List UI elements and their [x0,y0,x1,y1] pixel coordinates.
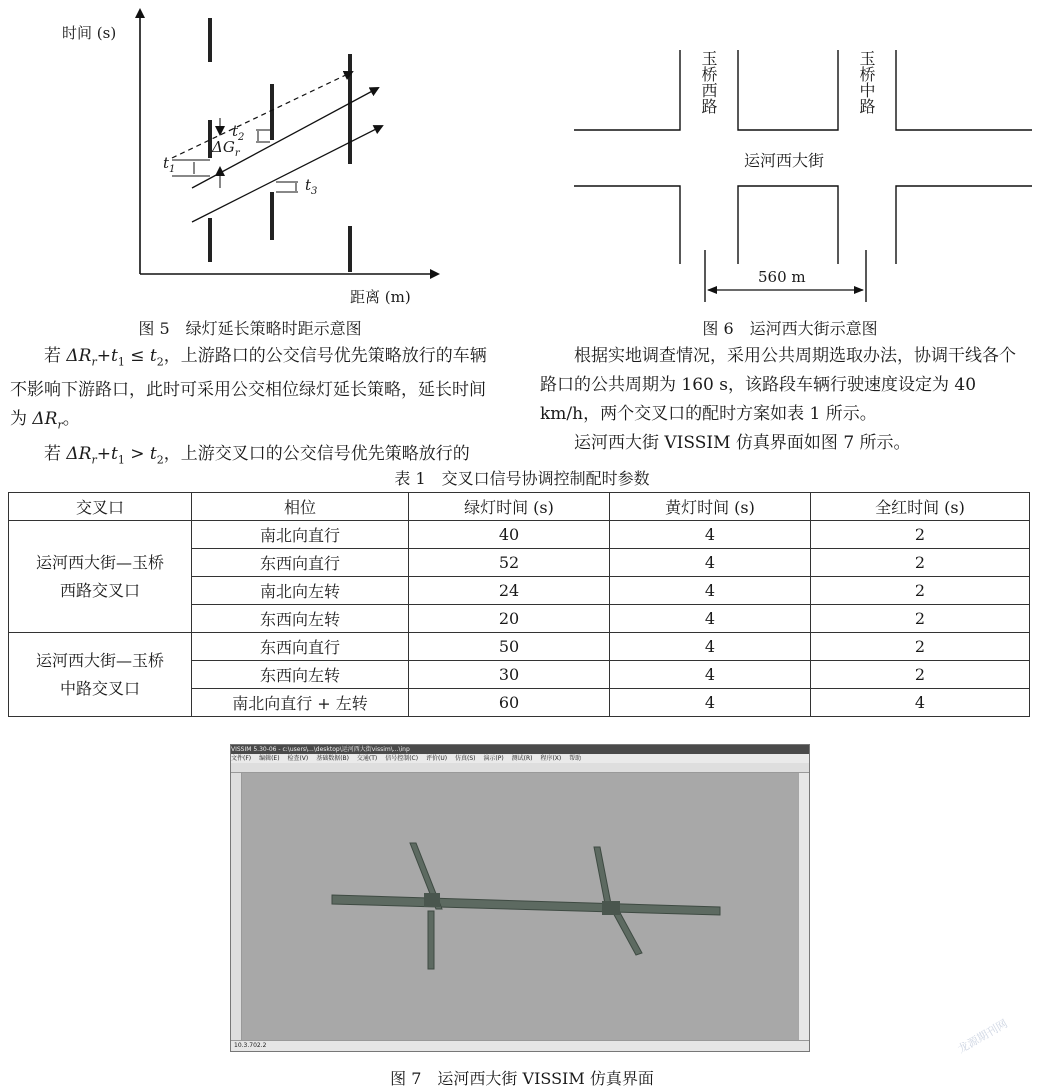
table-header: 相位 [192,493,409,521]
table-intersection-cell: 运河西大街—玉桥 中路交叉口 [9,633,192,717]
fig6-road-west: 玉桥西路 [699,50,718,114]
table-cell: 2 [811,521,1030,549]
vissim-title-bar: VISSIM 5.30-06 - c:\users\...\desktop\运河西大街vissim\...\inp [231,745,809,754]
fig6-road-main: 运河西大街 [744,151,825,170]
fig5-label-t2: $t_2$ [232,122,245,143]
menu-item[interactable]: 仿真(S) [455,755,476,762]
table-cell: 2 [811,605,1030,633]
table-cell: 50 [409,633,610,661]
vissim-toolbar[interactable] [231,763,809,773]
menu-item[interactable]: 编辑(E) [259,755,280,762]
vissim-network-canvas[interactable] [242,773,798,1041]
table-cell: 2 [811,549,1030,577]
fig5-label-delta-g: $\Delta G_r$ [212,138,240,159]
left-paragraph-2: 若 $\Delta R_r+t_1 > t_2$，上游交叉口的公交信号优先策略放行的 [44,443,470,467]
menu-item[interactable]: 交通(T) [356,755,378,762]
watermark: 龙源期刊网 [955,1017,1010,1056]
menu-item[interactable]: 测试(R) [511,755,533,762]
table-cell: 东西向左转 [192,605,409,633]
table-cell: 南北向左转 [192,577,409,605]
table-cell: 4 [610,605,811,633]
left-text-column [10,342,500,474]
fig5-x-axis-label: 距离 (m) [350,288,411,306]
menu-item[interactable]: 帮助 [569,755,582,762]
fig6-distance-label: 560 m [758,268,806,286]
menu-item[interactable]: 检查(V) [287,755,309,762]
fig5-label-t3: $t_3$ [305,176,318,197]
table-cell: 4 [610,661,811,689]
fig5-label-t1: $t_1$ [163,154,176,175]
table1 [8,492,1030,717]
table-cell: 4 [610,549,811,577]
table-cell: 4 [610,633,811,661]
table-row [9,633,1030,661]
road-west-south [428,911,434,969]
table-row [9,521,1030,549]
menu-item[interactable]: 演示(P) [483,755,504,762]
table-cell: 40 [409,521,610,549]
fig7-vissim-screenshot [230,744,810,1052]
vissim-status-bar: 10.3.702.2 [231,1040,809,1051]
table-header: 交叉口 [9,493,192,521]
table-cell: 东西向左转 [192,661,409,689]
table-header: 绿灯时间 (s) [409,493,610,521]
table1-title: 表 1 交叉口信号协调控制配时参数 [394,469,650,488]
table-cell: 20 [409,605,610,633]
intersection-middle [602,901,620,915]
road-main [332,895,720,915]
table-cell: 30 [409,661,610,689]
table-cell: 60 [409,689,610,717]
vissim-menu-bar [231,754,809,763]
fig5-caption: 图 5 绿灯延长策略时距示意图 [138,319,362,338]
table-cell: 4 [610,521,811,549]
menu-item[interactable]: 基础数据(B) [316,755,349,762]
road-middle-south [612,909,642,955]
table-cell: 2 [811,633,1030,661]
table-cell: 4 [610,689,811,717]
menu-item[interactable]: 信号控制(C) [385,755,419,762]
menu-item[interactable]: 程序(X) [540,755,562,762]
vissim-left-toolbar[interactable] [231,773,242,1041]
fig6-caption: 图 6 运河西大街示意图 [702,319,878,338]
table-cell: 4 [811,689,1030,717]
vissim-road-network [242,773,798,1041]
menu-item[interactable]: 文件(F) [231,755,252,762]
table-cell: 4 [610,577,811,605]
table-cell: 2 [811,577,1030,605]
table-cell: 2 [811,661,1030,689]
road-middle [594,847,612,909]
table-cell: 南北向直行 + 左转 [192,689,409,717]
table-header: 全红时间 (s) [811,493,1030,521]
table-header-row [9,493,1030,521]
menu-item[interactable]: 评价(U) [426,755,448,762]
fig6-road-middle: 玉桥中路 [857,50,876,114]
table-cell: 52 [409,549,610,577]
vissim-scrollbar[interactable] [799,773,809,1041]
intersection-west [424,893,440,907]
table-cell: 南北向直行 [192,521,409,549]
left-paragraph-1: 若 $\Delta R_r+t_1 \le t_2$，上游路口的公交信号优先策略放行的车辆不影响下游路口，此时可采用公交相位绿灯延长策略，延长时间为 $\Delta R_r$。 [10,346,487,432]
table-cell: 24 [409,577,610,605]
right-paragraph-1: 根据实地调查情况，采用公共周期选取办法，协调干线各个路口的公共周期为 160 s，该路段车辆行驶速度设定为 40 km/h，两个交叉口的配时方案如表 1 所示。 [540,346,1016,424]
table-cell: 东西向直行 [192,549,409,577]
table-intersection-cell: 运河西大街—玉桥 西路交叉口 [9,521,192,633]
right-text-column [540,342,1030,458]
fig5-trajectory-dashed [172,72,352,158]
table-cell: 东西向直行 [192,633,409,661]
right-paragraph-2: 运河西大街 VISSIM 仿真界面如图 7 所示。 [574,433,911,453]
table-header: 黄灯时间 (s) [610,493,811,521]
fig7-caption: 图 7 运河西大街 VISSIM 仿真界面 [390,1069,654,1088]
fig5-y-axis-label: 时间 (s) [62,24,117,42]
